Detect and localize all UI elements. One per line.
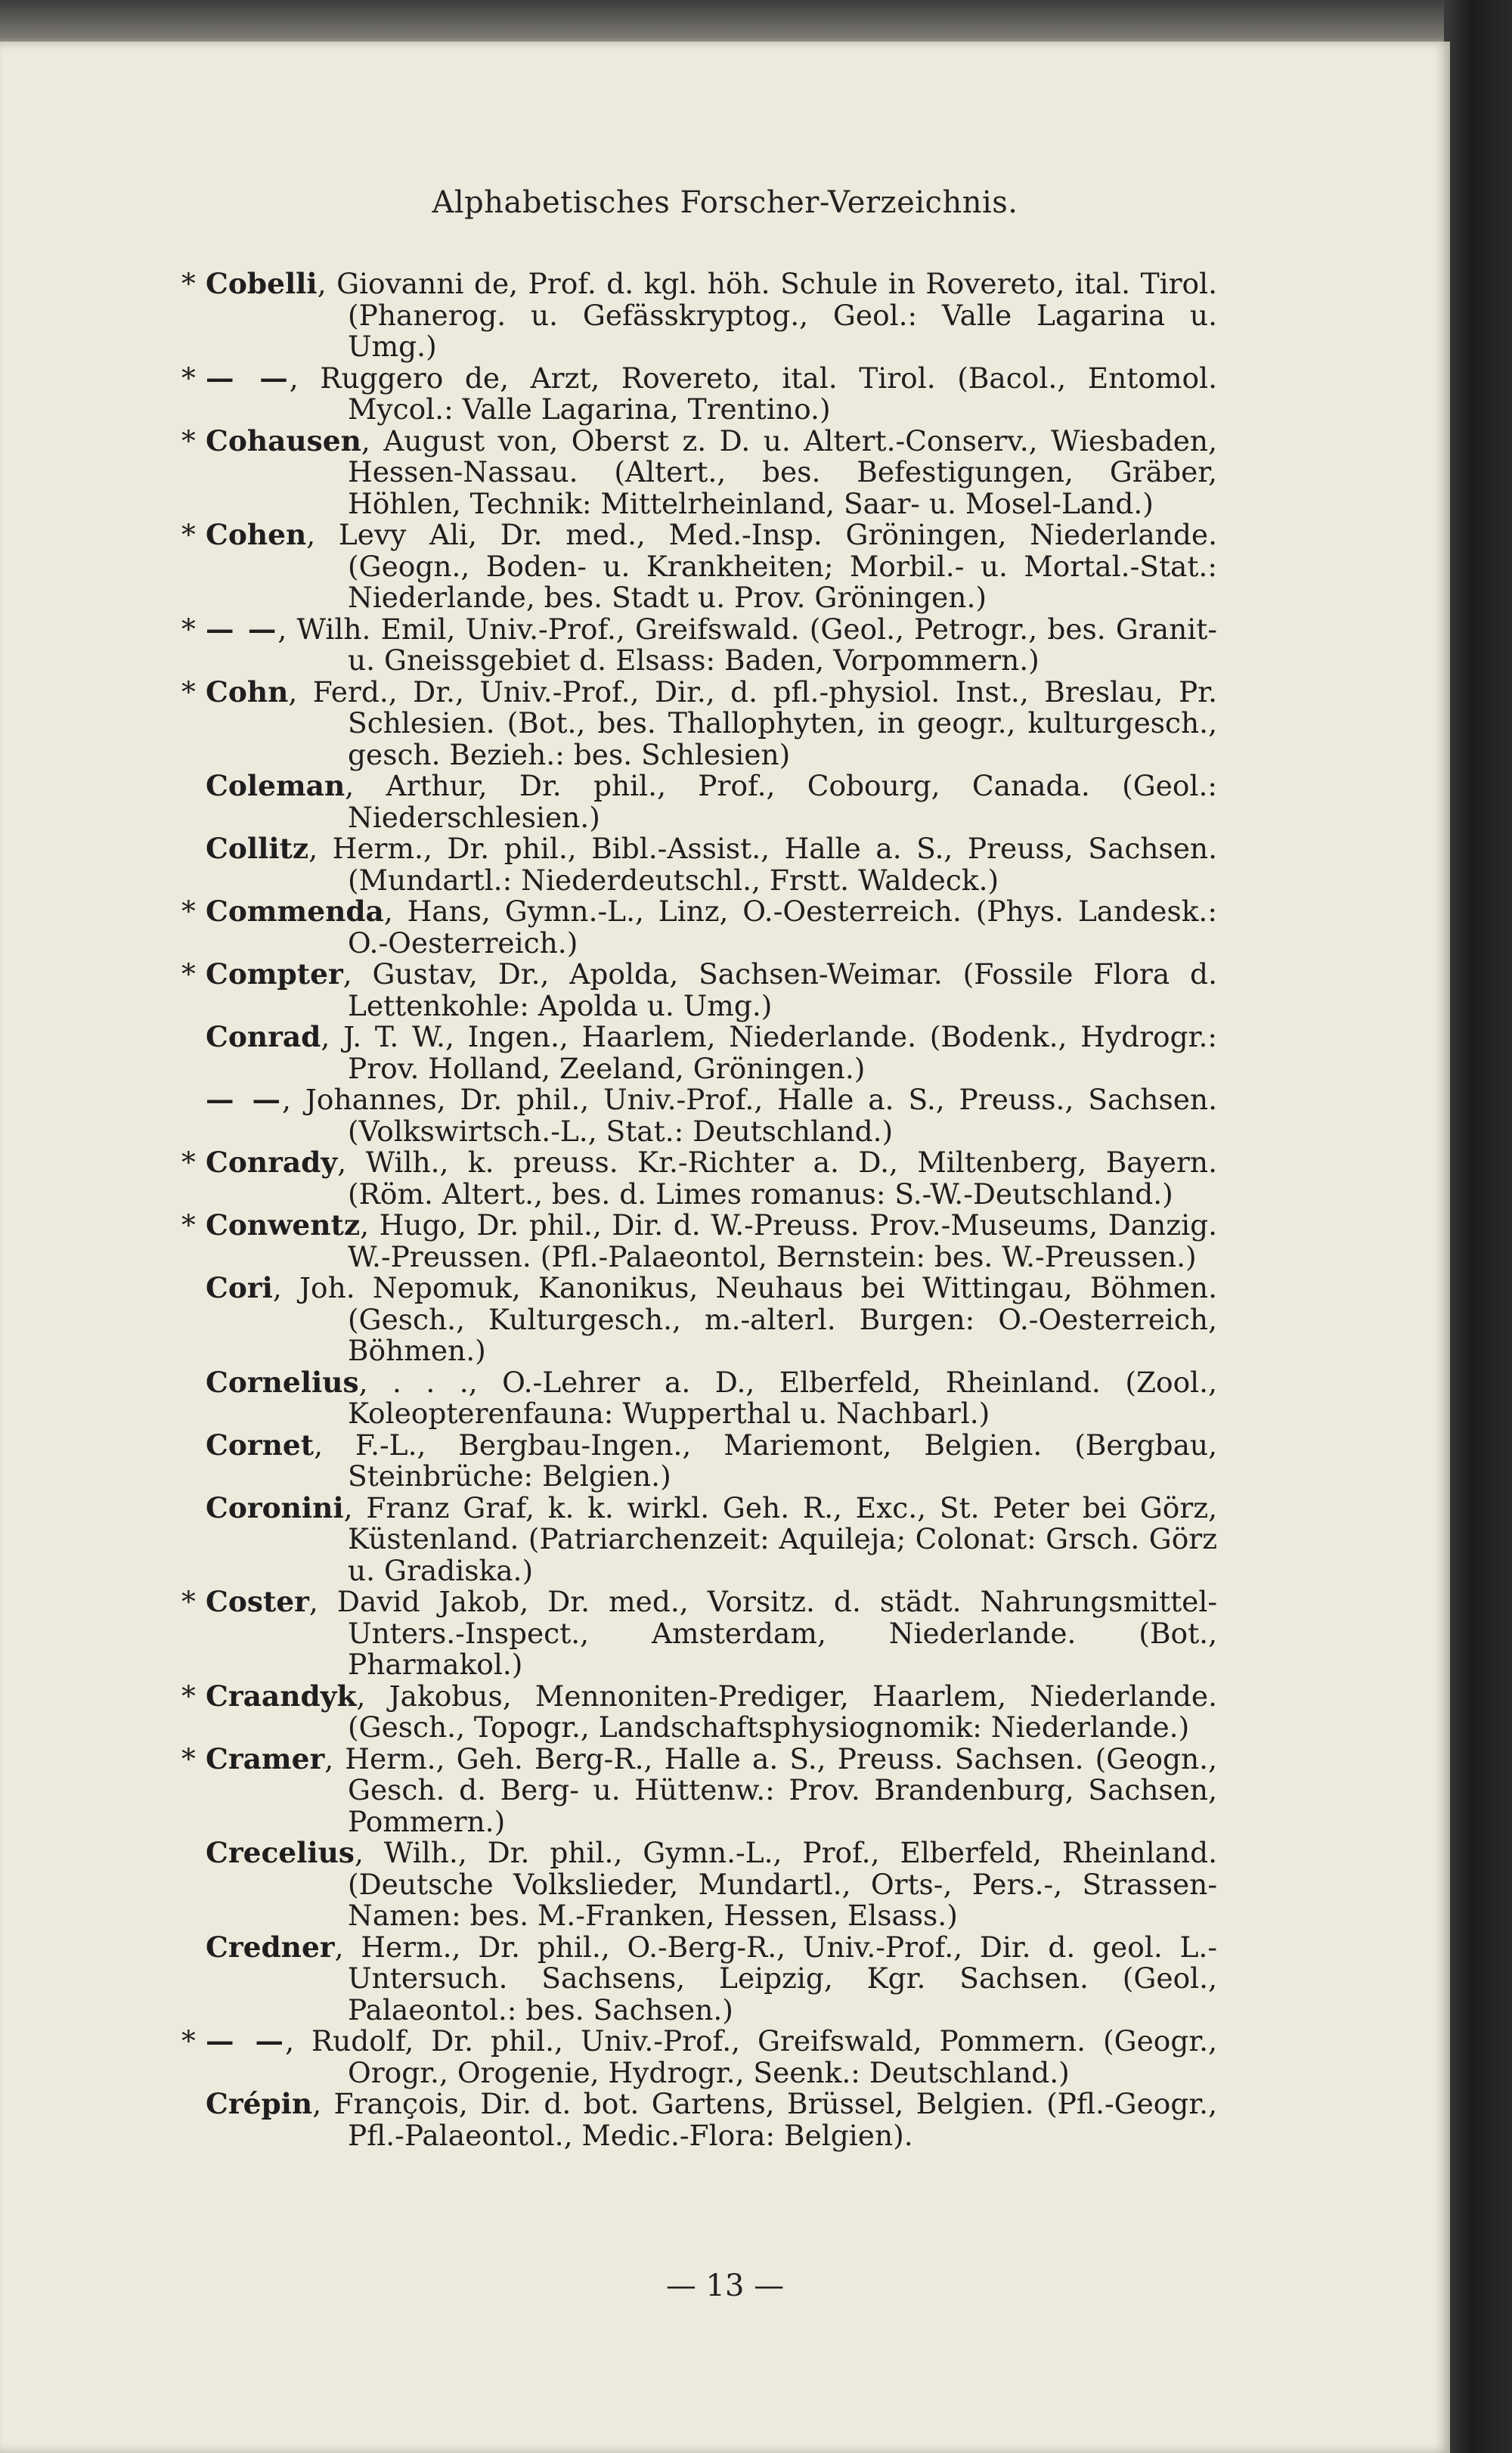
- entry-marker: *: [181, 2024, 196, 2058]
- entry-text: , Ruggero de, Arzt, Rovereto, ital. Tirol. (Bacol., Entomol. Mycol.: Valle Lagarina, Trentino.): [289, 361, 1217, 426]
- entry-text: , Jakobus, Mennoniten-Prediger, Haarlem, Niederlande. (Gesch., Topogr., Landschaftsphysiognomik: Niederlande.): [348, 1679, 1217, 1744]
- entry-text: , J. T. W., Ingen., Haarlem, Niederlande. (Bodenk., Hydrogr.: Prov. Holland, Zeeland, Gröningen.): [321, 1020, 1217, 1085]
- entry-marker: *: [181, 267, 196, 300]
- entry: [181, 674, 1217, 771]
- entry-text: , Levy Ali, Dr. med., Med.-Insp. Gröningen, Niederlande. (Geogn., Boden- u. Krankheiten; Morbil.- u. Mortal.-Stat.: Niederlande, bes. Stadt u. Prov. Gröningen.): [306, 518, 1217, 614]
- entry: [181, 519, 1217, 614]
- entry-name: Cornelius: [206, 1365, 359, 1399]
- entry-text: , Herm., Dr. phil., O.-Berg-R., Univ.-Prof., Dir. d. geol. L.-Untersuch. Sachsens, Leipzig, Kgr. Sachsen. (Geol., Palaeontol.: bes. Sachsen.): [334, 1930, 1217, 2027]
- entry-name: Craandyk: [206, 1679, 357, 1713]
- entry-text: , François, Dir. d. bot. Gartens, Brüssel, Belgien. (Pfl.-Geogr., Pfl.-Palaeontol., Medic.-Flora: Belgien).: [312, 2087, 1217, 2152]
- entry-marker: *: [181, 1679, 196, 1713]
- book-page: [0, 42, 1450, 2453]
- entry-text: , David Jakob, Dr. med., Vorsitz. d. städt. Nahrungsmittel-Unters.-Inspect., Amsterdam, Niederlande. (Bot., Pharmakol.): [308, 1585, 1217, 1681]
- entry-name: Crépin: [206, 2087, 313, 2120]
- entry: [181, 1210, 1217, 1273]
- entry: [181, 2026, 1217, 2089]
- entry-name: Coleman: [206, 769, 345, 802]
- entry-text: , Hugo, Dr. phil., Dir. d. W.-Preuss. Prov.-Museums, Danzig. W.-Preussen. (Pfl.-Palaeontol, Bernstein: bes. W.-Preussen.): [348, 1208, 1217, 1273]
- entry-text: , Gustav, Dr., Apolda, Sachsen-Weimar. (Fossile Flora d. Lettenkohle: Apolda u. Umg.): [342, 957, 1217, 1022]
- entry-name: Commenda: [206, 895, 384, 928]
- entry-marker: *: [181, 1208, 196, 1242]
- entry-marker: *: [181, 674, 196, 709]
- entry-name: Cori: [206, 1271, 273, 1304]
- page-header: Alphabetisches Forscher-Verzeichnis.: [432, 185, 1018, 220]
- entry-marker: *: [181, 612, 196, 646]
- entry-marker: *: [181, 895, 196, 928]
- entry: [181, 1273, 1217, 1367]
- entry-text: , Joh. Nepomuk, Kanonikus, Neuhaus bei Wittingau, Böhmen. (Gesch., Kulturgesch., m.-alterl. Burgen: O.-Oesterreich, Böhmen.): [272, 1271, 1217, 1367]
- entry: [181, 1837, 1217, 1932]
- entry-text: , F.-L., Bergbau-Ingen., Mariemont, Belgien. (Bergbau, Steinbrüche: Belgien.): [314, 1428, 1217, 1493]
- entry-name: Crecelius: [206, 1836, 355, 1869]
- entry: [181, 1022, 1217, 1084]
- entry-marker: *: [181, 1146, 196, 1179]
- entry-name: Cohausen: [206, 423, 361, 457]
- entry-name: Coster: [206, 1585, 309, 1618]
- entry: [181, 614, 1217, 677]
- entry-text: , Herm., Dr. phil., Bibl.-Assist., Halle a. S., Preuss, Sachsen. (Mundartl.: Niederdeutschl., Frstt. Waldeck.): [308, 832, 1217, 897]
- entry-text: , Wilh., k. preuss. Kr.-Richter a. D., Miltenberg, Bayern. (Röm. Altert., bes. d. Limes romanus: S.-W.-Deutschland.): [337, 1146, 1217, 1211]
- entry: [181, 268, 1217, 363]
- entry: [181, 1367, 1217, 1430]
- entry-name: Cobelli: [206, 267, 318, 300]
- entry-text: , Wilh. Emil, Univ.-Prof., Greifswald. (Geol., Petrogr., bes. Granit- u. Gneissgebiet d. Elsass: Baden, Vorpommern.): [277, 612, 1218, 677]
- entry-name: Collitz: [206, 832, 309, 865]
- entry-list: [181, 268, 1217, 2151]
- entry-marker: *: [181, 1585, 196, 1618]
- entry-text: , Ferd., Dr., Univ.-Prof., Dir., d. pfl.-physiol. Inst., Breslau, Pr. Schlesien. (Bot., bes. Thallophyten, in geogr., kulturgesch., gesch. Bezieh.: bes. Schlesien): [288, 674, 1217, 771]
- entry: [181, 1147, 1217, 1210]
- entry: [181, 363, 1217, 426]
- entry: [181, 771, 1217, 833]
- entry-name: Coronini: [206, 1490, 344, 1524]
- entry-name: Cohn: [206, 674, 289, 709]
- entry-name: Compter: [206, 957, 343, 991]
- entry-text: , Wilh., Dr. phil., Gymn.-L., Prof., Elberfeld, Rheinland. (Deutsche Volkslieder, Mundartl., Orts-, Pers.-, Strassen-Namen: bes. M.-Franken, Hessen, Elsass.): [348, 1836, 1217, 1932]
- page-number: — 13 —: [665, 2268, 785, 2303]
- entry: [181, 1490, 1217, 1587]
- entry-text: , Rudolf, Dr. phil., Univ.-Prof., Greifswald, Pommern. (Geogr., Orogr., Orogenie, Hydrogr., Seenk.: Deutschland.): [285, 2024, 1217, 2089]
- entry-name: Credner: [206, 1930, 335, 1964]
- entry: [181, 1430, 1217, 1493]
- entry: [181, 423, 1217, 520]
- entry: [181, 1741, 1217, 1838]
- entry-name: Conwentz: [206, 1208, 361, 1242]
- entry-text: , . . ., O.-Lehrer a. D., Elberfeld, Rheinland. (Zool., Koleopterenfauna: Wupperthal u. Nachbarl.): [348, 1365, 1217, 1430]
- entry-marker: *: [181, 361, 196, 395]
- entry-text: , August von, Oberst z. D. u. Altert.-Conserv., Wiesbaden, Hessen-Nassau. (Altert., bes. Befestigungen, Gräber, Höhlen, Technik: Mittelrheinland, Saar- u. Mosel-Land.): [348, 423, 1217, 520]
- entry-marker: *: [181, 1741, 196, 1775]
- entry: [181, 1586, 1217, 1681]
- entry-name: — —: [206, 2024, 286, 2058]
- entry: [181, 1932, 1217, 2027]
- entry-text: , Johannes, Dr. phil., Univ.-Prof., Halle a. S., Preuss., Sachsen. (Volkswirtsch.-L., Stat.: Deutschland.): [282, 1083, 1217, 1148]
- entry-marker: *: [181, 423, 196, 457]
- entry-text: , Herm., Geh. Berg-R., Halle a. S., Preuss. Sachsen. (Geogn., Gesch. d. Berg- u. Hüttenw.: Prov. Brandenburg, Sachsen, Pommern.): [324, 1741, 1217, 1838]
- entry-name: Cohen: [206, 518, 307, 551]
- entry: [181, 833, 1217, 896]
- entry-marker: *: [181, 518, 196, 551]
- entry-marker: *: [181, 957, 196, 991]
- entry-text: , Hans, Gymn.-L., Linz, O.-Oesterreich. (Phys. Landesk.: O.-Oesterreich.): [348, 895, 1217, 960]
- entry: [181, 1681, 1217, 1744]
- entry-text: , Giovanni de, Prof. d. kgl. höh. Schule in Rovereto, ital. Tirol. (Phanerog. u. Gefässkryptog., Geol.: Valle Lagarina u. Umg.): [317, 267, 1217, 363]
- book-spine: [1444, 0, 1512, 2453]
- entry: [181, 1084, 1217, 1147]
- entry: [181, 2089, 1217, 2151]
- entry-text: , Arthur, Dr. phil., Prof., Cobourg, Canada. (Geol.: Niederschlesien.): [345, 769, 1217, 834]
- entry-name: Conrad: [206, 1020, 321, 1053]
- entry-name: — —: [206, 1083, 283, 1116]
- entry-name: — —: [206, 361, 290, 395]
- entry-name: Conrady: [206, 1146, 338, 1179]
- entry-name: Cramer: [206, 1741, 325, 1775]
- entry: [181, 959, 1217, 1022]
- entry-name: Cornet: [206, 1428, 314, 1462]
- entry-text: , Franz Graf, k. k. wirkl. Geh. R., Exc., St. Peter bei Görz, Küstenland. (Patriarchenzeit: Aquileja; Colonat: Grsch. Görz u. Gradiska.): [343, 1490, 1217, 1587]
- entry: [181, 896, 1217, 959]
- entry-name: — —: [206, 612, 278, 646]
